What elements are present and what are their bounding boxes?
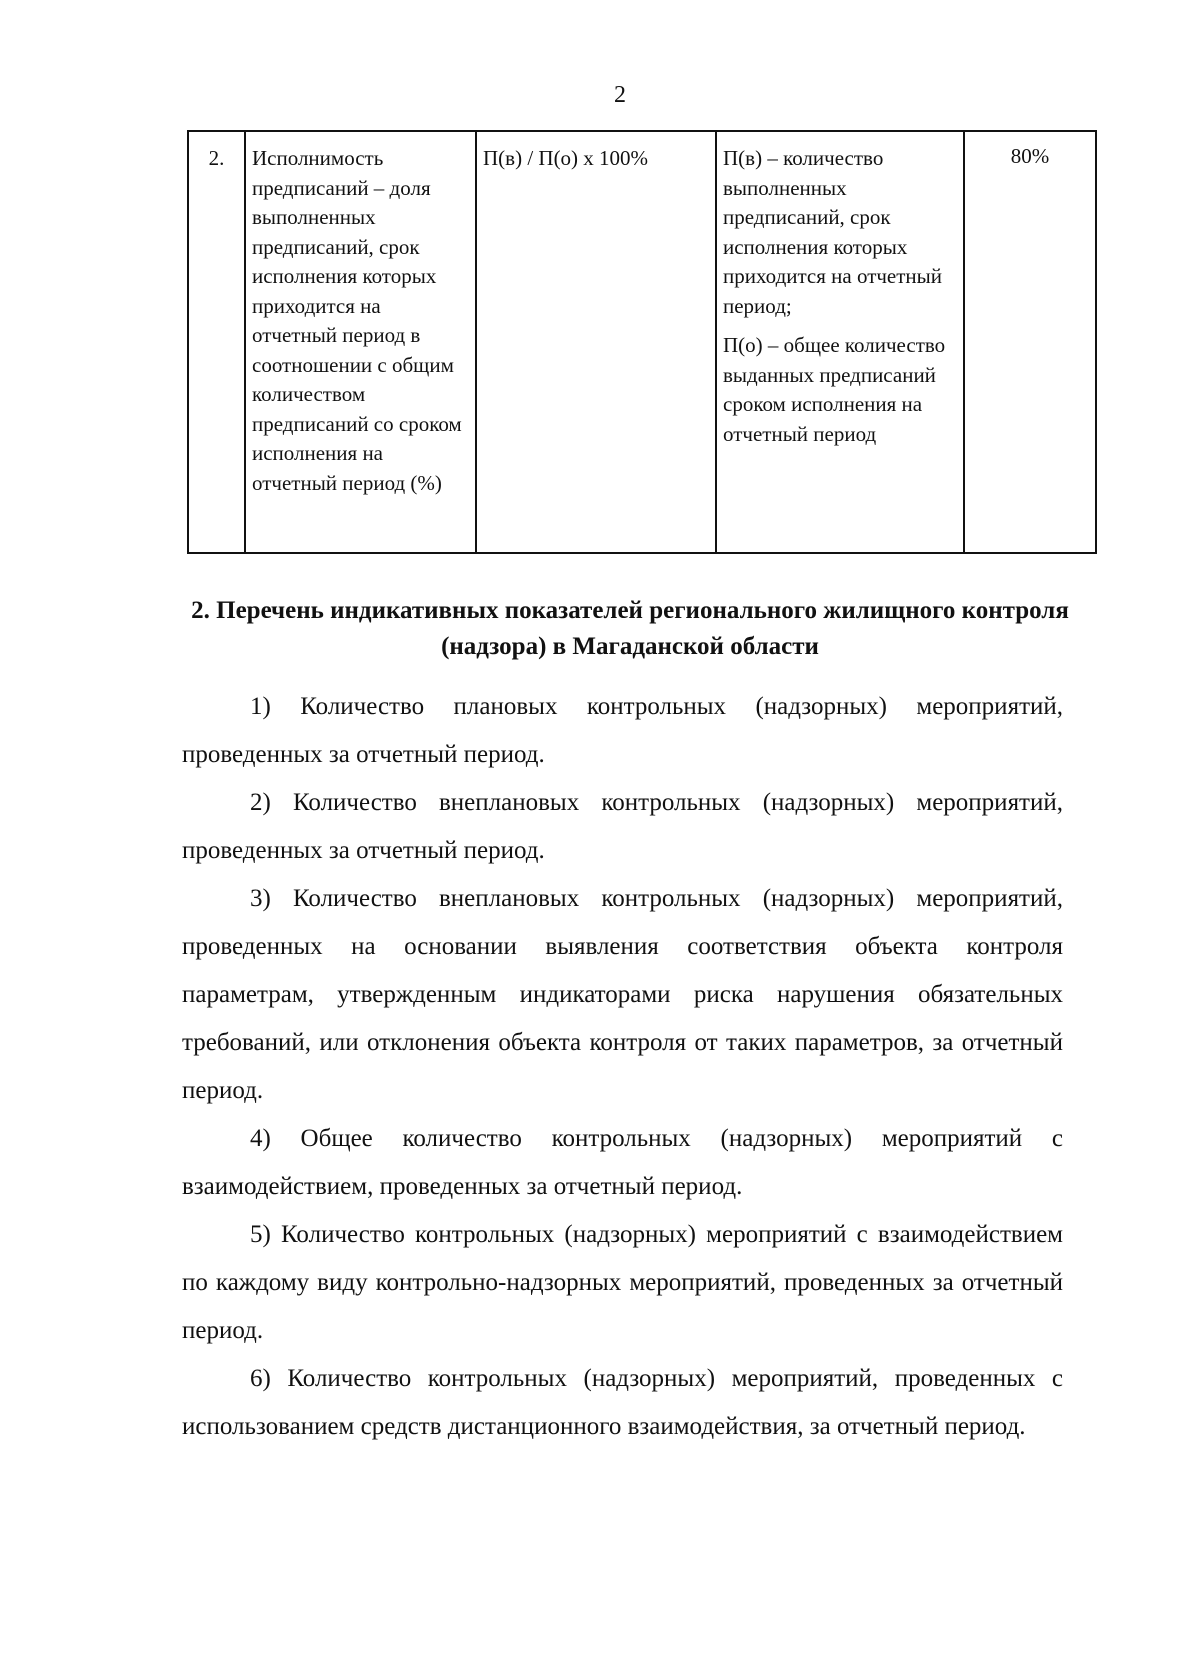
target-value-cell: 80% [964, 131, 1096, 553]
list-item: 3) Количество внеплановых контрольных (надзорных) мероприятий, проведенных на основании выявления соответствия объекта контроля параметрам, утвержденным индикаторами риска нарушения обязательных требований, или отклонения объекта контроля от таких параметров, за отчетный период. [182, 885, 1063, 1104]
list-item: 5) Количество контрольных (надзорных) мероприятий с взаимодействием по каждому виду контрольно-надзорных мероприятий, проведенных за отчетный период. [182, 1221, 1063, 1344]
list-item: 4) Общее количество контрольных (надзорных) мероприятий с взаимодействием, проведенных за отчетный период. [182, 1125, 1063, 1200]
formula-description-paragraph: П(о) – общее количество выданных предписаний сроком исполнения на отчетный период [723, 333, 946, 446]
formula-cell: П(в) / П(о) х 100% [476, 131, 716, 553]
list-item: 1) Количество плановых контрольных (надзорных) мероприятий, проведенных за отчетный период. [182, 693, 1063, 768]
formula-description-paragraph: П(в) – количество выполненных предписаний, срок исполнения которых приходится на отчетный период; [723, 146, 943, 318]
indicator-list [182, 683, 1063, 1451]
list-item: 2) Количество внеплановых контрольных (надзорных) мероприятий, проведенных за отчетный период. [182, 789, 1063, 864]
indicator-table [187, 130, 1097, 554]
section-heading: 2. Перечень индикативных показателей регионального жилищного контроля (надзора) в Магаданской области [191, 597, 1069, 660]
formula-description-cell [716, 131, 964, 553]
table-row [188, 131, 1096, 553]
row-number-cell: 2. [188, 131, 245, 553]
list-item: 6) Количество контрольных (надзорных) мероприятий, проведенных с использованием средств дистанционного взаимодействия, за отчетный период. [182, 1365, 1063, 1440]
indicator-name-cell: Исполнимость предписаний – доля выполненных предписаний, срок исполнения которых приходится на отчетный период в соотношении с общим количеством предписаний со сроком исполнения на отчетный период (%) [245, 131, 476, 553]
page-number: 2 [614, 82, 626, 108]
